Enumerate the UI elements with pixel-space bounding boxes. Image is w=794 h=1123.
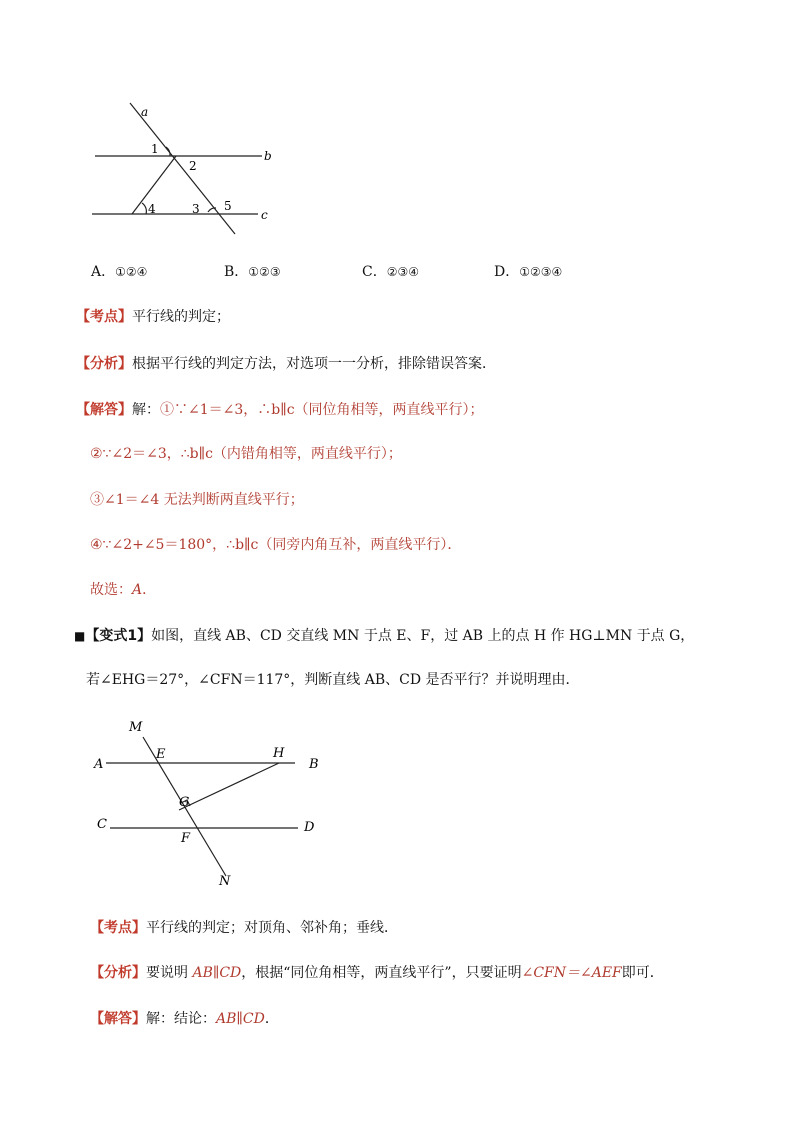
variant-tag: 【变式1】 xyxy=(85,628,152,644)
q2-jieda-b: AB∥CD xyxy=(216,1011,265,1027)
q2-jieda-a: 解：结论： xyxy=(146,1011,216,1027)
label-1: 1 xyxy=(151,142,159,156)
label-3: 3 xyxy=(192,202,200,216)
line-hg xyxy=(179,763,279,810)
label-a2: A xyxy=(94,757,104,772)
q1-fenxi-text: 根据平行线的判定方法，对选项一一分析，排除错误答案． xyxy=(132,356,496,372)
label-b2: B xyxy=(309,757,319,772)
q2-kaodian-text: 平行线的判定；对顶角、邻补角；垂线． xyxy=(146,920,398,936)
q1-answer-value: A xyxy=(132,582,143,598)
q1-kaodian-tag: 【考点】 xyxy=(76,309,132,325)
q2-kaodian xyxy=(90,918,398,938)
q1-answer-suffix: ． xyxy=(142,582,157,598)
q2-fenxi-d: ∠CFN＝∠AEF xyxy=(521,965,622,981)
q1-step1: ①∵∠1＝∠3，∴b∥c（同位角相等，两直线平行）； xyxy=(160,402,484,418)
q2-fenxi-tag: 【分析】 xyxy=(90,965,146,981)
option-a-letter: A． xyxy=(91,264,116,280)
q1-step4: ④∵∠2+∠5＝180°，∴b∥c（同旁内角互补，两直线平行）． xyxy=(90,537,462,553)
option-c-letter: C． xyxy=(362,264,387,280)
q2-fenxi-a: 要说明 xyxy=(146,965,193,981)
q2-fenxi-e: 即可． xyxy=(621,965,664,981)
q2-fenxi-c: ，根据“同位角相等，两直线平行”，只要证明 xyxy=(241,965,522,981)
label-f: F xyxy=(181,831,191,846)
q2-jieda-tag: 【解答】 xyxy=(90,1011,146,1027)
q2-fenxi xyxy=(90,963,664,983)
q1-step2: ②∵∠2＝∠3，∴b∥c（内错角相等，两直线平行）； xyxy=(90,446,402,462)
q1-kaodian-text: 平行线的判定； xyxy=(132,309,230,325)
label-h: H xyxy=(273,746,285,761)
q1-fenxi-tag: 【分析】 xyxy=(76,356,132,372)
q2-kaodian-tag: 【考点】 xyxy=(90,920,146,936)
label-c: c xyxy=(261,208,268,222)
label-4: 4 xyxy=(148,202,156,216)
label-b: b xyxy=(264,149,272,163)
label-2: 2 xyxy=(189,159,197,173)
q1-jieda-tag: 【解答】 xyxy=(76,402,132,418)
q1-answer-prefix: 故选： xyxy=(90,582,132,598)
q2-fenxi-b: AB∥CD xyxy=(192,965,242,981)
label-d2: D xyxy=(304,820,315,835)
q1-jieda-lead: 解： xyxy=(132,402,160,418)
option-b-value: ①②③ xyxy=(248,265,281,279)
label-m: M xyxy=(129,720,143,735)
label-e: E xyxy=(156,747,166,762)
variant-text-line1: 如图，直线 AB、CD 交直线 MN 于点 E、F，过 AB 上的点 H 作 HG⊥MN 于点 G， xyxy=(151,628,695,644)
option-a-value: ①②④ xyxy=(115,265,148,279)
q2-jieda-c: ． xyxy=(264,1011,279,1027)
variant-marker: ■ xyxy=(74,629,86,643)
option-b-letter: B． xyxy=(224,264,249,280)
label-a: a xyxy=(141,105,149,119)
label-g: G xyxy=(179,795,190,810)
label-c2: C xyxy=(97,817,107,832)
q1-step3: ③∠1＝∠4 无法判断两直线平行； xyxy=(90,492,304,508)
label-n: N xyxy=(219,874,231,889)
option-c-value: ②③④ xyxy=(386,265,419,279)
option-d-letter: D． xyxy=(494,264,520,280)
q2-jieda xyxy=(90,1009,279,1029)
label-5: 5 xyxy=(224,199,232,213)
option-d-value: ①②③④ xyxy=(519,265,563,279)
variant-line2: 若∠EHG＝27°，∠CFN＝117°，判断直线 AB、CD 是否平行？并说明理由． xyxy=(86,672,580,688)
